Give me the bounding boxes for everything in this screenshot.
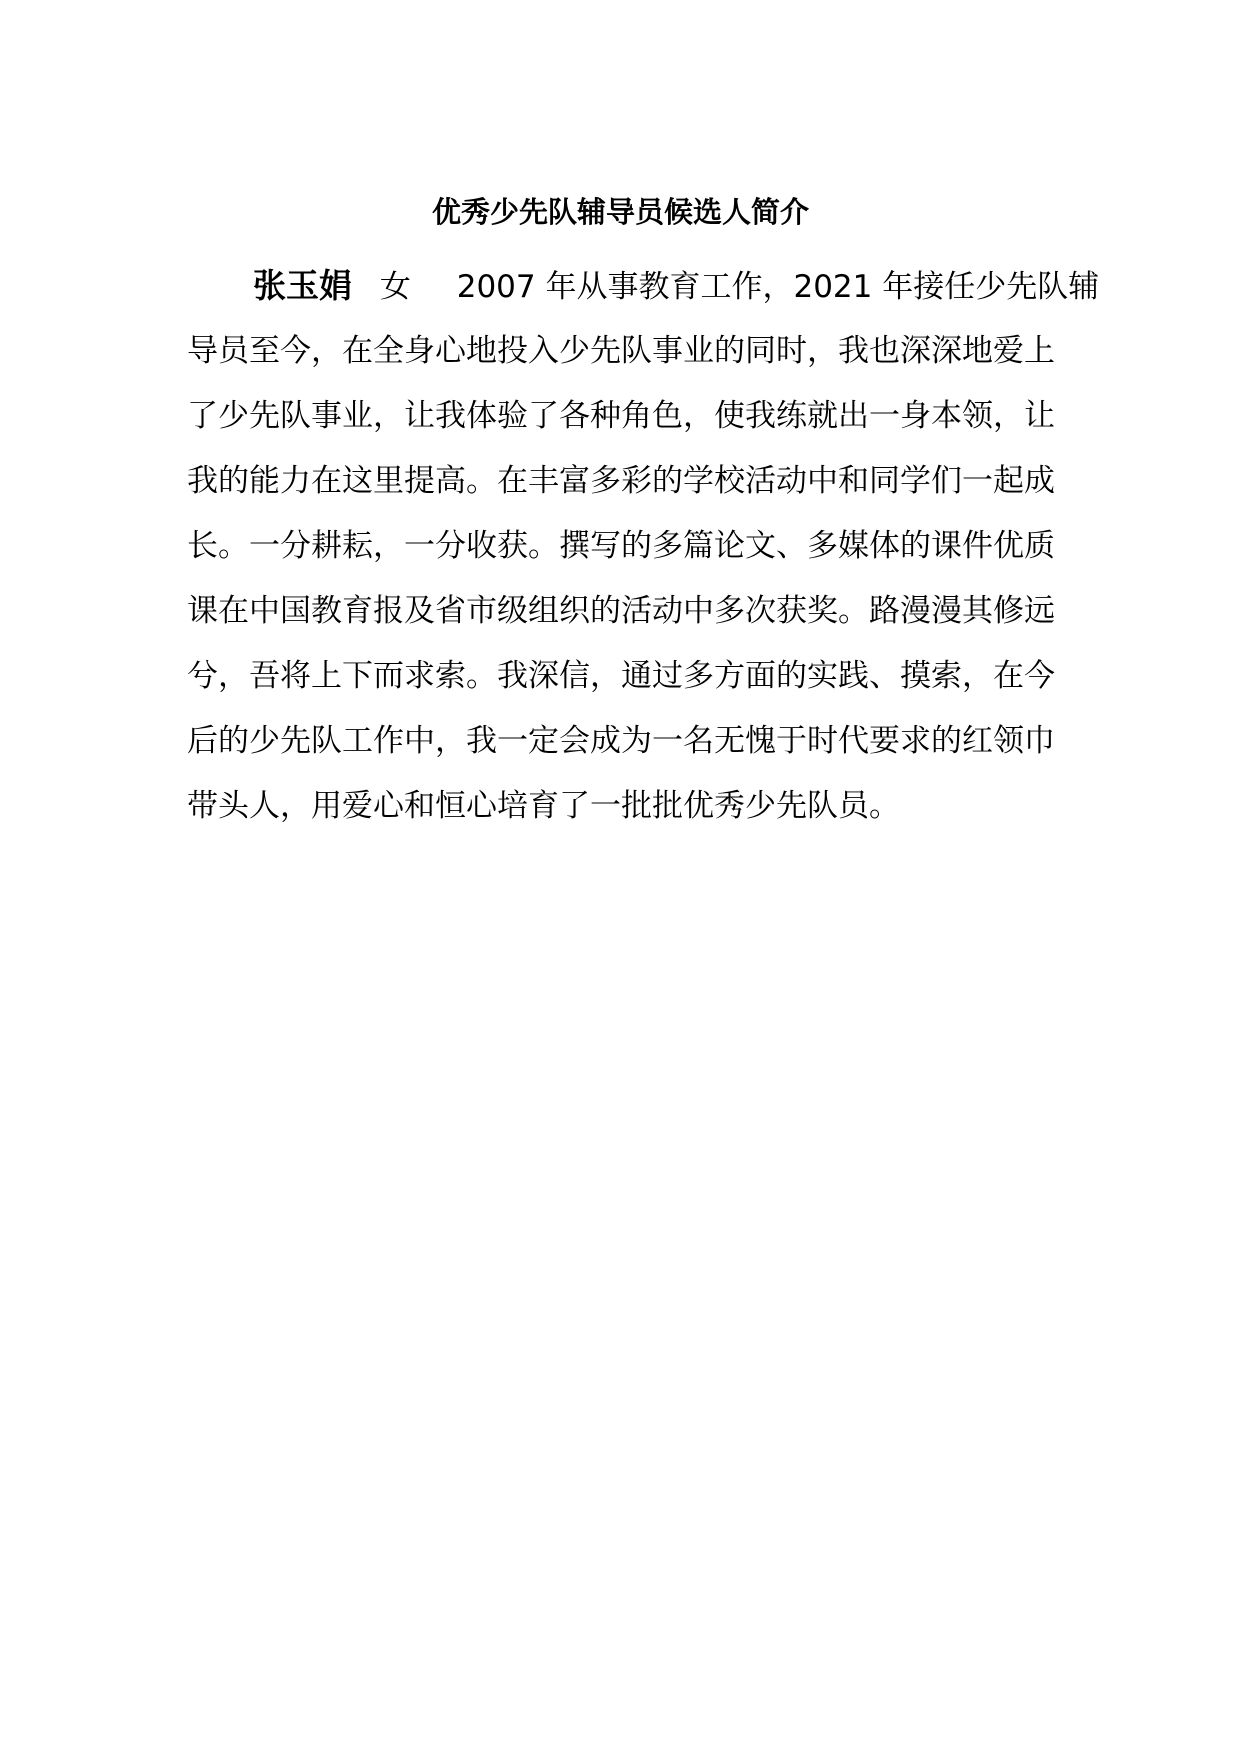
profile-line-9: 带头人，用爱心和恒心培育了一批批优秀少先队员。 <box>187 788 900 824</box>
profile-text: 2007 年从事教育工作，2021 年接任少先队辅 <box>456 269 1100 305</box>
profile-line-5: 长。一分耕耘，一分收获。撰写的多篇论文、多媒体的课件优质 <box>187 528 1055 564</box>
profile-line-8: 后的少先队工作中，我一定会成为一名无愧于时代要求的红领巾 <box>187 723 1055 759</box>
document-title: 优秀少先队辅导员候选人简介 <box>431 195 809 229</box>
profile-line-4: 我的能力在这里提高。在丰富多彩的学校活动中和同学们一起成 <box>187 463 1055 499</box>
candidate-gender: 女 <box>379 269 411 305</box>
profile-line-2: 导员至今，在全身心地投入少先队事业的同时，我也深深地爱上 <box>187 333 1055 369</box>
profile-line-7: 兮，吾将上下而求索。我深信，通过多方面的实践、摸索，在今 <box>187 658 1055 694</box>
candidate-profile <box>187 262 1117 847</box>
profile-line-1 <box>187 262 1117 327</box>
profile-line-3: 了少先队事业，让我体验了各种角色，使我练就出一身本领，让 <box>187 398 1055 434</box>
profile-line-6: 课在中国教育报及省市级组织的活动中多次获奖。路漫漫其修远 <box>187 593 1055 629</box>
candidate-name: 张玉娟 <box>253 266 352 305</box>
